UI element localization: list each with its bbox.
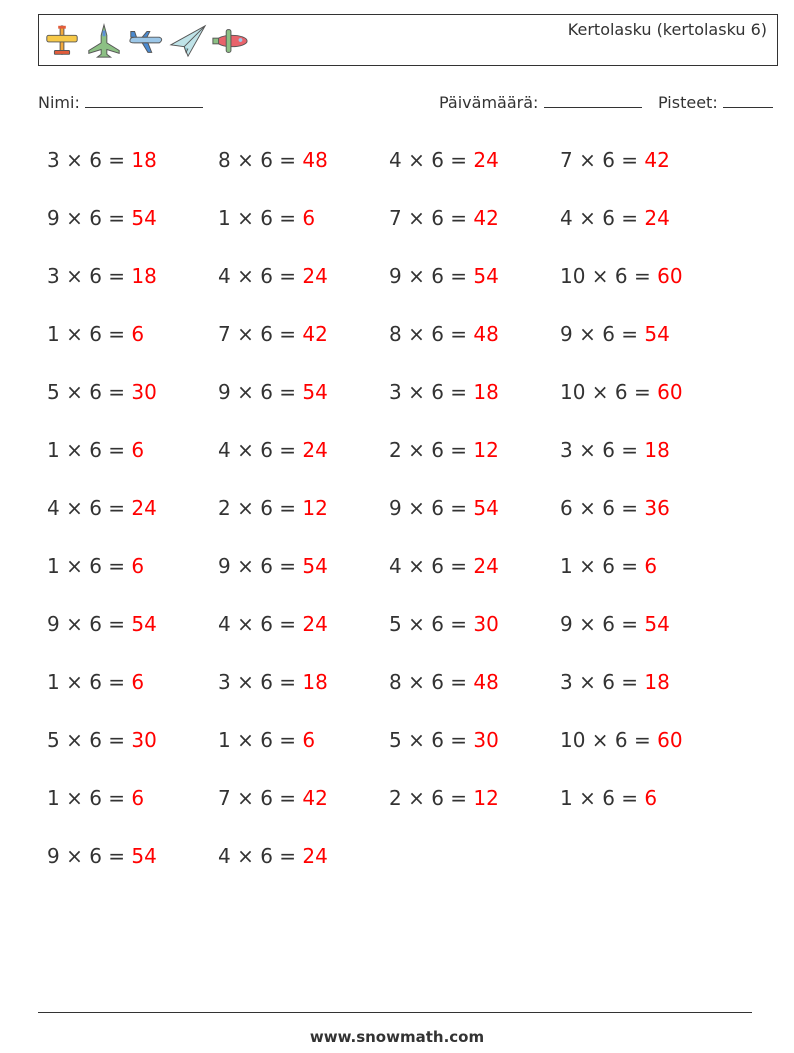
date-label: Päivämäärä: (439, 93, 539, 112)
score-label: Pisteet: (658, 93, 718, 112)
problem-item (389, 493, 560, 551)
problem-question: 7 × 6 = (389, 206, 474, 230)
problem-question: 4 × 6 = (218, 844, 303, 868)
problem-item (560, 319, 731, 377)
problem-answer: 42 (302, 786, 328, 810)
problem-answer: 6 (131, 322, 145, 346)
problem-answer: 24 (302, 438, 328, 462)
problem-item (218, 841, 389, 899)
problem-answer: 12 (473, 786, 499, 810)
problem-answer: 24 (302, 844, 328, 868)
problem-answer: 18 (644, 670, 670, 694)
problem-question: 1 × 6 = (47, 786, 132, 810)
problem-question: 10 × 6 = (560, 728, 658, 752)
problem-item (560, 261, 731, 319)
problem-item (218, 783, 389, 841)
problem-answer: 6 (131, 438, 145, 462)
problem-answer: 42 (473, 206, 499, 230)
problem-question: 3 × 6 = (560, 438, 645, 462)
problem-answer: 30 (473, 612, 499, 636)
problem-question: 1 × 6 = (47, 670, 132, 694)
problem-question: 9 × 6 = (389, 264, 474, 288)
problem-question: 8 × 6 = (389, 670, 474, 694)
problem-question: 1 × 6 = (47, 554, 132, 578)
problem-answer: 18 (473, 380, 499, 404)
problem-answer: 6 (131, 554, 145, 578)
problem-item (218, 377, 389, 435)
problem-item (218, 319, 389, 377)
problem-question: 5 × 6 = (389, 612, 474, 636)
problem-item (218, 493, 389, 551)
problem-item (560, 667, 731, 725)
problem-answer: 54 (644, 612, 670, 636)
problem-question: 4 × 6 = (218, 264, 303, 288)
score-blank (723, 93, 773, 108)
problem-question: 9 × 6 = (47, 844, 132, 868)
problem-item (560, 203, 731, 261)
problem-item (47, 377, 218, 435)
problem-question: 9 × 6 = (218, 554, 303, 578)
problem-question: 7 × 6 = (218, 786, 303, 810)
problem-question: 10 × 6 = (560, 264, 658, 288)
problem-item (560, 493, 731, 551)
problem-question: 1 × 6 = (47, 438, 132, 462)
problem-question: 9 × 6 = (560, 612, 645, 636)
problem-answer: 54 (473, 264, 499, 288)
problem-answer: 42 (644, 148, 670, 172)
problem-item (389, 725, 560, 783)
problem-item (389, 377, 560, 435)
problem-item (47, 493, 218, 551)
name-label: Nimi: (38, 93, 80, 112)
blue-airliner-icon (127, 22, 165, 60)
problem-answer: 18 (302, 670, 328, 694)
problem-item (47, 261, 218, 319)
problem-answer: 54 (473, 496, 499, 520)
problem-item (560, 145, 731, 203)
problem-question: 1 × 6 = (560, 554, 645, 578)
problem-answer: 54 (131, 612, 157, 636)
problem-question: 5 × 6 = (47, 728, 132, 752)
problem-answer: 6 (302, 728, 316, 752)
problem-item (389, 667, 560, 725)
problem-question: 4 × 6 = (389, 554, 474, 578)
problem-item (47, 319, 218, 377)
problem-answer: 24 (644, 206, 670, 230)
paper-plane-icon (169, 22, 207, 60)
problem-answer: 6 (302, 206, 316, 230)
problem-question: 2 × 6 = (389, 438, 474, 462)
problem-answer: 54 (302, 380, 328, 404)
problem-item (47, 725, 218, 783)
problem-answer: 48 (473, 670, 499, 694)
problem-question: 9 × 6 = (389, 496, 474, 520)
problem-question: 1 × 6 = (47, 322, 132, 346)
problem-question: 3 × 6 = (47, 148, 132, 172)
problem-question: 9 × 6 = (560, 322, 645, 346)
footer-divider (38, 1012, 752, 1013)
problem-question: 9 × 6 = (47, 206, 132, 230)
footer-url: www.snowmath.com (309, 1028, 485, 1046)
icon-strip (43, 21, 249, 61)
problem-question: 2 × 6 = (218, 496, 303, 520)
problem-grid (47, 145, 731, 899)
problem-answer: 24 (473, 148, 499, 172)
problem-question: 5 × 6 = (389, 728, 474, 752)
problem-answer: 24 (302, 612, 328, 636)
problem-item (218, 609, 389, 667)
problem-answer: 36 (644, 496, 670, 520)
problem-answer: 24 (302, 264, 328, 288)
problem-question: 3 × 6 = (47, 264, 132, 288)
problem-item (218, 551, 389, 609)
problem-question: 4 × 6 = (389, 148, 474, 172)
problem-item (47, 667, 218, 725)
problem-answer: 42 (302, 322, 328, 346)
score-field (658, 93, 773, 112)
problem-answer: 12 (473, 438, 499, 462)
problem-answer: 54 (302, 554, 328, 578)
problem-item (389, 435, 560, 493)
green-jet-icon (85, 22, 123, 60)
date-field (439, 93, 642, 112)
problem-item (47, 145, 218, 203)
problem-answer: 54 (131, 844, 157, 868)
date-blank (544, 93, 642, 108)
problem-item (218, 667, 389, 725)
worksheet-title: Kertolasku (kertolasku 6) (567, 20, 767, 39)
problem-question: 7 × 6 = (560, 148, 645, 172)
problem-item (218, 145, 389, 203)
problem-question: 8 × 6 = (389, 322, 474, 346)
problem-item (218, 261, 389, 319)
problem-question: 2 × 6 = (389, 786, 474, 810)
problem-answer: 18 (131, 148, 157, 172)
problem-question: 4 × 6 = (218, 438, 303, 462)
problem-question: 3 × 6 = (389, 380, 474, 404)
problem-answer: 48 (302, 148, 328, 172)
problem-question: 7 × 6 = (218, 322, 303, 346)
problem-answer: 54 (131, 206, 157, 230)
problem-answer: 30 (131, 728, 157, 752)
problem-item (218, 435, 389, 493)
problem-item (560, 609, 731, 667)
red-plane-icon (211, 22, 249, 60)
problem-answer: 18 (644, 438, 670, 462)
name-blank (85, 93, 203, 108)
problem-item (47, 551, 218, 609)
header-box (38, 14, 778, 66)
problem-item (47, 783, 218, 841)
problem-question: 4 × 6 = (47, 496, 132, 520)
problem-answer: 6 (131, 786, 145, 810)
problem-answer: 30 (473, 728, 499, 752)
yellow-plane-icon (43, 22, 81, 60)
problem-answer: 6 (644, 554, 658, 578)
problem-question: 1 × 6 = (218, 206, 303, 230)
problem-item (389, 783, 560, 841)
problem-answer: 60 (657, 380, 683, 404)
problem-answer: 48 (473, 322, 499, 346)
problem-item (560, 783, 731, 841)
problem-answer: 12 (302, 496, 328, 520)
problem-question: 5 × 6 = (47, 380, 132, 404)
problem-question: 8 × 6 = (218, 148, 303, 172)
problem-answer: 24 (473, 554, 499, 578)
problem-item (218, 725, 389, 783)
problem-question: 9 × 6 = (47, 612, 132, 636)
problem-item (47, 435, 218, 493)
problem-item (389, 261, 560, 319)
problem-answer: 6 (644, 786, 658, 810)
problem-item (560, 377, 731, 435)
problem-item (389, 203, 560, 261)
problem-question: 6 × 6 = (560, 496, 645, 520)
problem-item (389, 319, 560, 377)
problem-item (560, 725, 731, 783)
problem-item (389, 145, 560, 203)
name-field (38, 93, 203, 112)
problem-item (218, 203, 389, 261)
problem-question: 4 × 6 = (560, 206, 645, 230)
problem-question: 9 × 6 = (218, 380, 303, 404)
problem-question: 1 × 6 = (218, 728, 303, 752)
problem-question: 3 × 6 = (560, 670, 645, 694)
problem-question: 3 × 6 = (218, 670, 303, 694)
problem-question: 4 × 6 = (218, 612, 303, 636)
problem-item (47, 841, 218, 899)
problem-item (47, 203, 218, 261)
problem-answer: 6 (131, 670, 145, 694)
problem-question: 10 × 6 = (560, 380, 658, 404)
problem-answer: 60 (657, 728, 683, 752)
problem-question: 1 × 6 = (560, 786, 645, 810)
problem-item (389, 551, 560, 609)
problem-answer: 24 (131, 496, 157, 520)
problem-item (560, 435, 731, 493)
problem-item (389, 609, 560, 667)
problem-answer: 60 (657, 264, 683, 288)
problem-item (47, 609, 218, 667)
problem-answer: 30 (131, 380, 157, 404)
problem-answer: 54 (644, 322, 670, 346)
problem-answer: 18 (131, 264, 157, 288)
problem-item (560, 551, 731, 609)
